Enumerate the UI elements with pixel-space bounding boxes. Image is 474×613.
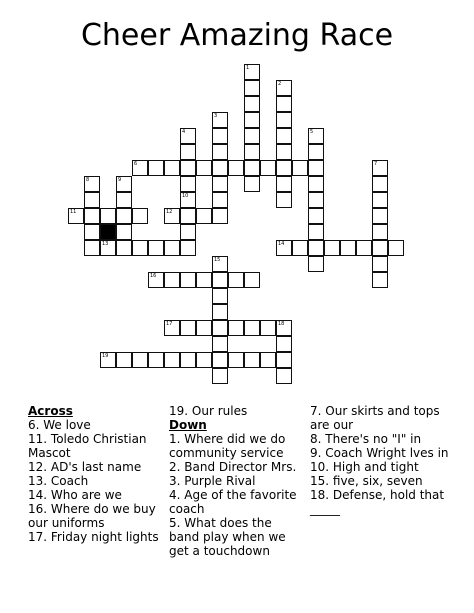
grid-cell[interactable] xyxy=(180,224,196,240)
grid-cell[interactable] xyxy=(132,352,148,368)
clue-number: 17 xyxy=(166,321,173,327)
grid-cell[interactable] xyxy=(308,160,324,176)
grid-cell[interactable] xyxy=(164,352,180,368)
grid-cell[interactable] xyxy=(308,224,324,240)
grid-cell[interactable] xyxy=(164,160,180,176)
grid-cell[interactable] xyxy=(244,176,260,192)
grid-cell[interactable] xyxy=(100,352,116,368)
across-clue-17: 17. Friday night lights xyxy=(28,530,159,544)
grid-cell[interactable] xyxy=(212,320,228,336)
grid-cell[interactable] xyxy=(372,272,388,288)
grid-cell[interactable] xyxy=(180,128,196,144)
grid-cell[interactable] xyxy=(276,128,292,144)
black-square xyxy=(100,224,116,240)
clue-number: 18 xyxy=(278,321,285,327)
across-clue-14: 14. Who are we xyxy=(28,488,122,502)
clue-number: 14 xyxy=(278,241,285,247)
grid-cell[interactable] xyxy=(180,352,196,368)
grid-cell[interactable] xyxy=(244,144,260,160)
grid-cell[interactable] xyxy=(356,240,372,256)
grid-cell[interactable] xyxy=(308,208,324,224)
grid-cell[interactable] xyxy=(244,352,260,368)
grid-cell[interactable] xyxy=(148,160,164,176)
across-clue-19: 19. Our rules xyxy=(169,404,248,418)
down-clue-7: 7. Our skirts and tops are our xyxy=(310,404,440,432)
grid-cell[interactable] xyxy=(244,128,260,144)
grid-cell[interactable] xyxy=(388,240,404,256)
grid-cell[interactable] xyxy=(100,208,116,224)
down-clue-18: 18. Defense, hold that _____ xyxy=(310,488,445,516)
grid-cell[interactable] xyxy=(212,368,228,384)
grid-cell[interactable] xyxy=(212,336,228,352)
grid-cell[interactable] xyxy=(372,240,388,256)
grid-cell[interactable] xyxy=(276,192,292,208)
clue-number: 4 xyxy=(182,129,186,135)
grid-cell[interactable] xyxy=(180,144,196,160)
clue-number: 9 xyxy=(118,177,122,183)
grid-cell[interactable] xyxy=(340,240,356,256)
grid-cell[interactable] xyxy=(276,160,292,176)
clue-number: 10 xyxy=(182,193,189,199)
grid-cell[interactable] xyxy=(116,208,132,224)
grid-cell[interactable] xyxy=(180,160,196,176)
down-clue-1: 1. Where did we do community service xyxy=(169,432,286,460)
grid-cell[interactable] xyxy=(276,352,292,368)
grid-cell[interactable] xyxy=(212,256,228,272)
grid-cell[interactable] xyxy=(180,272,196,288)
grid-cell[interactable] xyxy=(276,320,292,336)
grid-cell[interactable] xyxy=(260,160,276,176)
grid-cell[interactable] xyxy=(228,320,244,336)
down-clue-9: 9. Coach Wright lves in xyxy=(310,446,449,460)
down-clue-2: 2. Band Director Mrs. xyxy=(169,460,297,474)
grid-cell[interactable] xyxy=(100,240,116,256)
grid-cell[interactable] xyxy=(244,80,260,96)
down-clue-3: 3. Purple Rival xyxy=(169,474,256,488)
grid-cell[interactable] xyxy=(132,160,148,176)
down-clue-4: 4. Age of the favorite coach xyxy=(169,488,297,516)
grid-cell[interactable] xyxy=(308,240,324,256)
grid-cell[interactable] xyxy=(276,112,292,128)
clues-column-3 xyxy=(310,404,450,516)
clue-number: 7 xyxy=(374,161,378,167)
grid-cell[interactable] xyxy=(84,224,100,240)
grid-cell[interactable] xyxy=(212,352,228,368)
grid-cell[interactable] xyxy=(244,160,260,176)
grid-cell[interactable] xyxy=(196,320,212,336)
grid-cell[interactable] xyxy=(308,192,324,208)
grid-cell[interactable] xyxy=(148,240,164,256)
grid-cell[interactable] xyxy=(164,240,180,256)
grid-cell[interactable] xyxy=(228,160,244,176)
grid-cell[interactable] xyxy=(276,80,292,96)
grid-cell[interactable] xyxy=(212,112,228,128)
grid-cell[interactable] xyxy=(276,368,292,384)
across-clue-6: 6. We love xyxy=(28,418,91,432)
grid-cell[interactable] xyxy=(148,272,164,288)
down-clue-15: 15. five, six, seven xyxy=(310,474,423,488)
down-clue-8: 8. There's no "I" in xyxy=(310,432,422,446)
grid-cell[interactable] xyxy=(84,192,100,208)
grid-cell[interactable] xyxy=(180,320,196,336)
clue-number: 3 xyxy=(214,113,218,119)
grid-cell[interactable] xyxy=(196,272,212,288)
grid-cell[interactable] xyxy=(212,176,228,192)
grid-cell[interactable] xyxy=(244,64,260,80)
grid-cell[interactable] xyxy=(180,192,196,208)
across-clue-11: 11. Toledo Christian Mascot xyxy=(28,432,147,460)
grid-cell[interactable] xyxy=(180,208,196,224)
puzzle-title: Cheer Amazing Race xyxy=(80,18,394,53)
across-heading: Across xyxy=(28,404,73,418)
grid-cell[interactable] xyxy=(260,320,276,336)
clue-number: 11 xyxy=(70,209,77,215)
grid-cell[interactable] xyxy=(164,320,180,336)
grid-cell[interactable] xyxy=(84,208,100,224)
grid-cell[interactable] xyxy=(84,176,100,192)
grid-cell[interactable] xyxy=(372,224,388,240)
clue-number: 2 xyxy=(278,81,282,87)
clue-number: 6 xyxy=(134,161,138,167)
grid-cell[interactable] xyxy=(292,160,308,176)
grid-cell[interactable] xyxy=(372,192,388,208)
grid-cell[interactable] xyxy=(308,128,324,144)
grid-cell[interactable] xyxy=(212,208,228,224)
grid-cell[interactable] xyxy=(68,208,84,224)
grid-cell[interactable] xyxy=(116,224,132,240)
grid-cell[interactable] xyxy=(228,352,244,368)
across-clue-12: 12. AD's last name xyxy=(28,460,142,474)
grid-cell[interactable] xyxy=(180,176,196,192)
grid-cell[interactable] xyxy=(244,96,260,112)
grid-cell[interactable] xyxy=(212,160,228,176)
grid-cell[interactable] xyxy=(276,336,292,352)
clues-column-2 xyxy=(169,404,305,558)
clue-number: 19 xyxy=(102,353,109,359)
down-clue-10: 10. High and tight xyxy=(310,460,419,474)
grid-cell[interactable] xyxy=(372,208,388,224)
grid-cell[interactable] xyxy=(276,240,292,256)
grid-cell[interactable] xyxy=(260,352,276,368)
grid-cell[interactable] xyxy=(276,176,292,192)
across-clue-13: 13. Coach xyxy=(28,474,89,488)
grid-cell[interactable] xyxy=(244,272,260,288)
grid-cell[interactable] xyxy=(276,96,292,112)
grid-cell[interactable] xyxy=(372,256,388,272)
grid-cell[interactable] xyxy=(292,240,308,256)
clue-number: 1 xyxy=(246,65,250,71)
clue-number: 12 xyxy=(166,209,173,215)
grid-cell[interactable] xyxy=(276,144,292,160)
grid-cell[interactable] xyxy=(244,320,260,336)
grid-cell[interactable] xyxy=(180,240,196,256)
grid-cell[interactable] xyxy=(164,208,180,224)
grid-cell[interactable] xyxy=(164,272,180,288)
grid-cell[interactable] xyxy=(244,112,260,128)
clue-number: 5 xyxy=(310,129,314,135)
grid-cell[interactable] xyxy=(212,128,228,144)
grid-cell[interactable] xyxy=(212,288,228,304)
grid-cell[interactable] xyxy=(308,256,324,272)
grid-cell[interactable] xyxy=(372,176,388,192)
grid-cell[interactable] xyxy=(148,352,164,368)
grid-cell[interactable] xyxy=(228,272,244,288)
grid-cell[interactable] xyxy=(116,192,132,208)
clue-number: 8 xyxy=(86,177,90,183)
grid-cell[interactable] xyxy=(212,304,228,320)
grid-cell[interactable] xyxy=(308,144,324,160)
grid-cell[interactable] xyxy=(116,352,132,368)
clue-number: 16 xyxy=(150,273,157,279)
down-clue-5: 5. What does the band play when we get a touchdown xyxy=(169,516,286,558)
grid-cell[interactable] xyxy=(324,240,340,256)
grid-cell[interactable] xyxy=(196,352,212,368)
across-clue-16: 16. Where do we buy our uniforms xyxy=(28,502,156,530)
clues-column-1 xyxy=(28,404,162,544)
grid-cell[interactable] xyxy=(212,192,228,208)
grid-cell[interactable] xyxy=(372,160,388,176)
grid-cell[interactable] xyxy=(116,176,132,192)
grid-cell[interactable] xyxy=(212,144,228,160)
grid-cell[interactable] xyxy=(84,240,100,256)
grid-cell[interactable] xyxy=(212,272,228,288)
grid-cell[interactable] xyxy=(132,240,148,256)
down-heading: Down xyxy=(169,418,207,432)
grid-cell[interactable] xyxy=(132,208,148,224)
grid-cell[interactable] xyxy=(196,208,212,224)
clue-number: 15 xyxy=(214,257,221,263)
grid-cell[interactable] xyxy=(116,240,132,256)
grid-cell[interactable] xyxy=(196,160,212,176)
clue-number: 13 xyxy=(102,241,109,247)
grid-cell[interactable] xyxy=(308,176,324,192)
